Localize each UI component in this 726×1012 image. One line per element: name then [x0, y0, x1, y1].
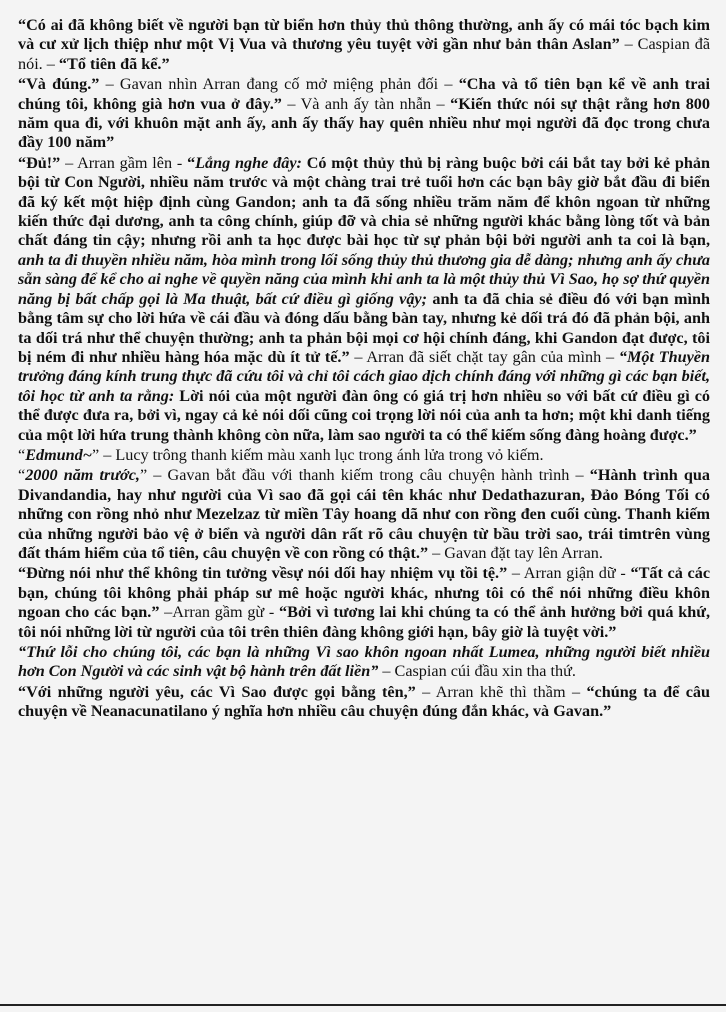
text-run: “Cha và tổ tiên bạn kể về anh trai chúng tôi, không già hơn vua ở đây.”	[18, 75, 711, 113]
text-run: Lời nói của một người đàn ông có giá trị hơn nhiều so với bất cứ điều gì có thể được đưa ra, bởi vì, ngay cả kẻ nói dối cũng coi trọng lời nói của anh ta hơn; một khi danh tiếng của một lời hứa trung thành không còn nữa, làm sao người ta có thể kiếm sống đàng hoàng được.”	[18, 386, 710, 444]
text-run: Edmund~	[25, 445, 92, 464]
text-run: 2000 năm trước,	[25, 466, 140, 485]
text-run: – Caspian cúi đầu xin tha thứ.	[378, 662, 576, 681]
text-run: “Bởi vì tương lai khi chúng ta có thể ảnh hưởng bởi quá khứ, tôi nói những lời từ người của tôi trên thiên đàng không giới hạn, bây giờ là tuyệt vời.”	[18, 603, 710, 641]
document-text	[18, 16, 710, 723]
text-run: – Arran gầm lên -	[60, 153, 188, 172]
text-run: “Tất cả các bạn, chúng tôi không phải pháp sư mê hoặc người khác, nhưng tôi có thể nói những điều khôn ngoan cho các bạn.”	[18, 564, 711, 622]
text-run: – Caspian đã nói. –	[18, 35, 710, 73]
paragraph	[18, 683, 710, 722]
text-run: “Thứ lỗi cho chúng tôi, các bạn là những Vì sao khôn ngoan nhất Lumea, những người biết nhiều hơn Con Người và các sinh vật bộ hành trên đất liền”	[18, 643, 710, 681]
text-run: – Gavan nhìn Arran đang cố mở miệng phản đối –	[99, 75, 459, 94]
text-run: “	[18, 466, 26, 485]
text-run: – Gavan đặt tay lên Arran.	[428, 543, 603, 562]
text-run: “	[187, 153, 196, 172]
text-run: anh ta đã chia sẻ điều đó với bạn mình bằng tâm sự cho lời hứa về cái đầu và đóng dấu bằng bàn tay, nhưng kẻ dối trá đó đã phản bội, anh ta dối trá như thể chuyện thường; anh ta phản bội mọi cơ hội chính đáng, khi Gandon đạt được, tôi bị ném đi như nhiều hàng hóa mặc dù ít tử tế.”	[18, 289, 710, 366]
paragraph	[18, 643, 710, 682]
text-run: Lắng nghe đây:	[195, 153, 302, 172]
paragraph	[18, 75, 710, 153]
text-run: “Hành trình qua Divandandia, hay như người của Vì sao đã gọi cái tên khác như Dedathazuran, Đảo Bóng Tối có những con rồng nhỏ như Mezelzaz từ miền Tây hoang dã như con rồng đen cuối cùng. Thanh kiếm của những người bảo vệ ở biển và người dân rất rõ câu chuyện từ bầu trời sao, trái timtrên vùng đất thám hiểm của tổ tiên, câu chuyện về con rồng có thật.”	[18, 466, 710, 562]
paragraph	[18, 564, 710, 642]
text-run: – Arran giận dữ -	[507, 564, 631, 583]
text-run: anh ta đi thuyền nhiều năm, hòa mình trong lối sống thủy thủ thương gia dễ dàng; nhưng anh ấy chưa sẵn sàng để kể cho ai nghe về quyền năng của mình khi anh ta là một thủy thủ Vì Sao, họ sợ thứ quyền năng bị bất chấp gọi là Ma thuật, bất cứ điều gì giống vậy;	[18, 250, 710, 308]
text-run: “Kiến thức nói sự thật rằng hơn 800 năm qua đi, với khuôn mặt anh ấy, anh ấy thấy hay quên nhiều như mọi người đã đọc trong chưa đầy 100 năm”	[18, 94, 710, 152]
paragraph	[18, 466, 710, 563]
text-run: – Arran khẽ thì thầm –	[415, 682, 587, 701]
text-run: “Tổ tiên đã kể.”	[58, 54, 170, 73]
paragraph	[18, 154, 710, 445]
text-run: Có một thủy thủ bị ràng buộc bởi cái bắt tay bởi kẻ phản bội từ Con Người, nhiều năm trước và một chàng trai trẻ tuổi hơn các bạn bây giờ bắt đầu đi biển đã ký kết một hiệp định cùng Gandon; anh ta đã sống nhiều trăm năm để khôn ngoan từ những kiến thức đại dương, anh ta công chính, giúp đỡ và chia sẻ những người khác bằng lòng tốt và bản chất đáng tin cậy; nhưng rồi anh ta học được bài học từ sự phản bội bởi người anh ta coi là bạn,	[18, 153, 710, 250]
bottom-border-line	[0, 1004, 726, 1006]
paragraph	[18, 446, 710, 465]
text-run: “Và đúng.”	[18, 75, 100, 94]
paragraph	[18, 16, 710, 74]
text-run: “Một Thuyền trưởng đáng kính trung thực đã cứu tôi và chỉ tôi cách giao dịch chính đáng với những gì các bạn biết, tôi học từ anh ta rằng:	[18, 347, 710, 405]
text-run: “Với những người yêu, các Vì Sao được gọi bằng tên,”	[18, 682, 416, 701]
text-run: “Có ai đã không biết về người bạn từ biển hơn thủy thủ thông thường, anh ấy có mái tóc bạch kim và cư xử lịch thiệp như một Vị Vua và thương yêu tuyệt vời gần như bản thân Aslan”	[18, 16, 710, 54]
text-run: – Và anh ấy tàn nhẫn –	[281, 94, 451, 113]
text-run: ” – Lucy trông thanh kiếm màu xanh lục trong ánh lửa trong vỏ kiếm.	[92, 445, 544, 464]
text-run: “	[18, 445, 26, 464]
text-run: –Arran gầm gừ -	[159, 603, 280, 622]
text-run: “Đừng nói như thể không tin tưởng vềsự nói dối hay nhiệm vụ tồi tệ.”	[18, 564, 508, 583]
text-run: “Đủ!”	[18, 153, 61, 172]
text-run: – Arran đã siết chặt tay gân của mình –	[349, 347, 619, 366]
text-run: ” – Gavan bắt đầu với thanh kiếm trong câu chuyện hành trình –	[139, 466, 590, 485]
text-run: “chúng ta để câu chuyện về Neanacunatilano ý nghĩa hơn nhiều câu chuyện đúng đắn khác, và Gavan.”	[18, 682, 711, 721]
